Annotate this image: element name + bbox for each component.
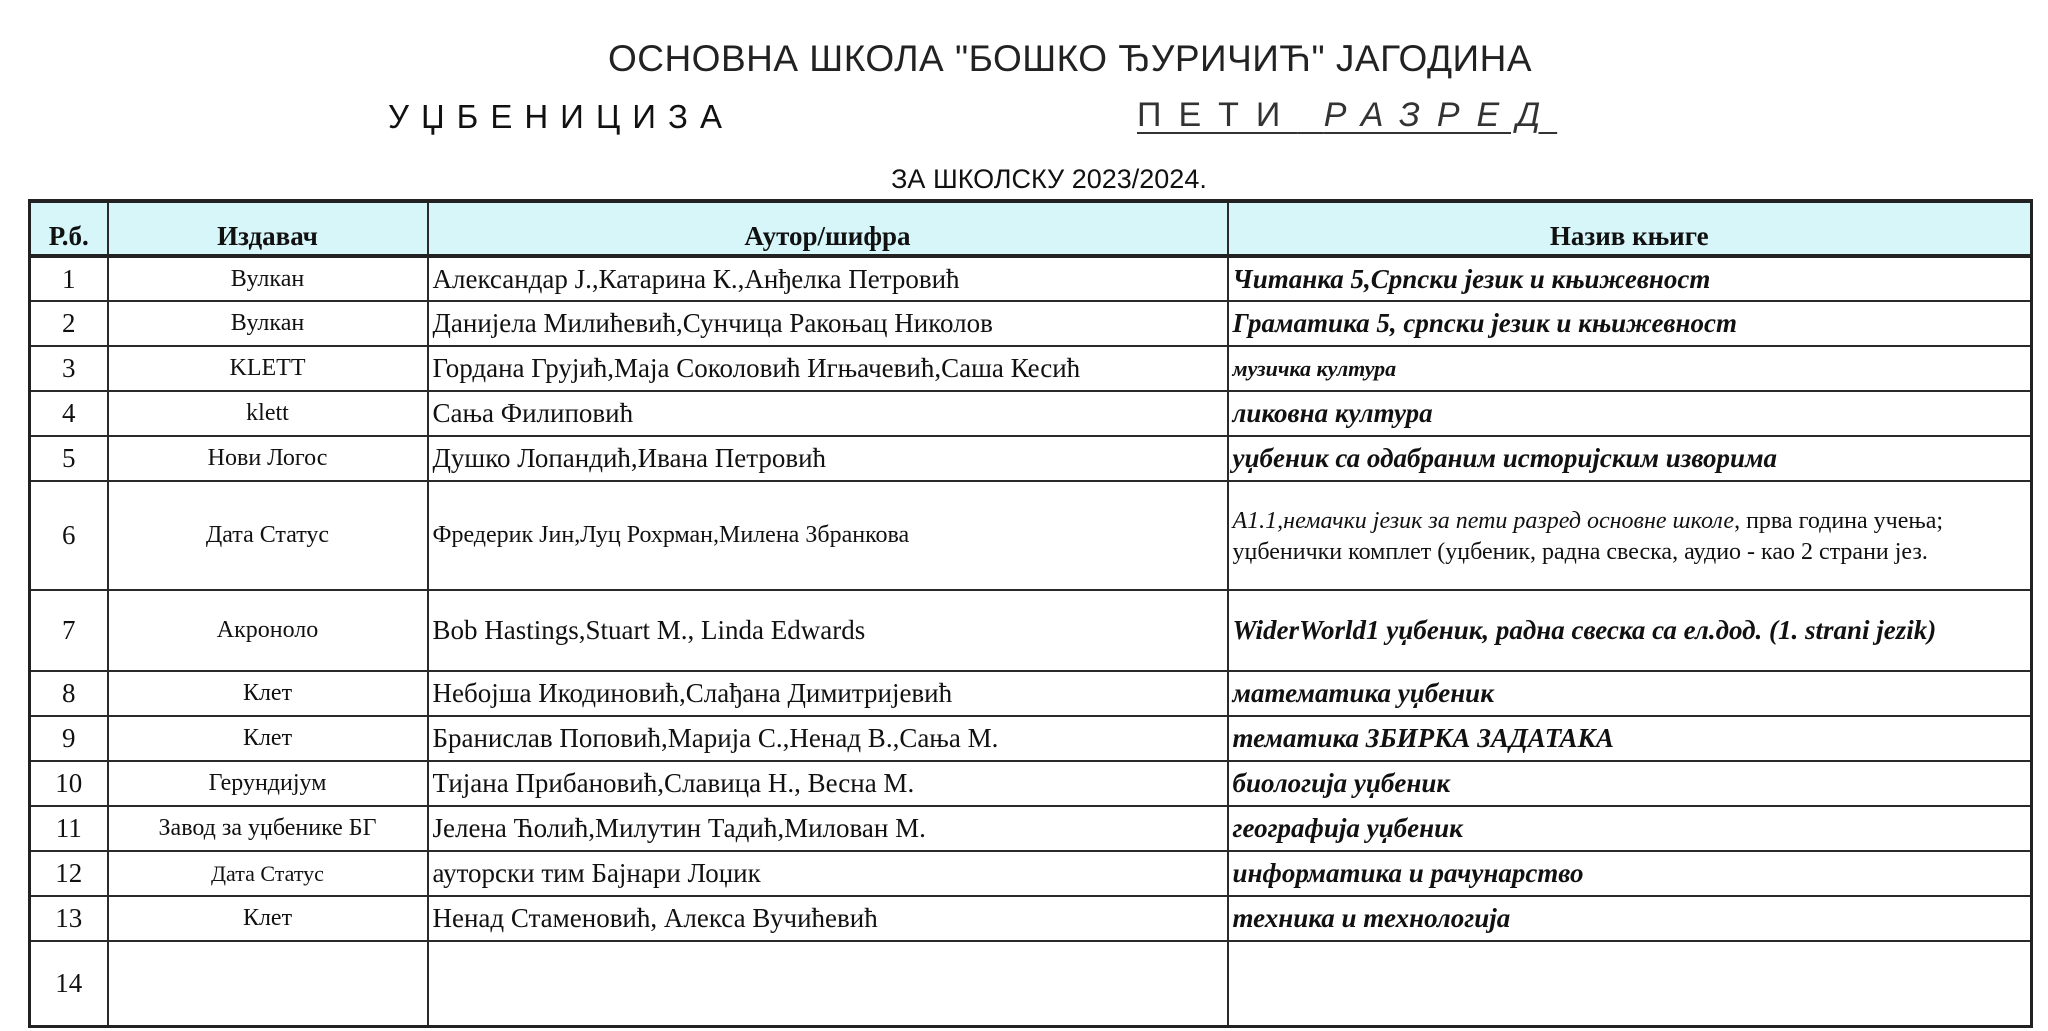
row-title: уџбеник са одабраним историјским изворима (1228, 436, 2032, 481)
row-title (1228, 481, 2032, 590)
col-header-num: Р.б. (30, 201, 108, 256)
row-publisher: Акроноло (108, 590, 428, 671)
row-author (428, 941, 1228, 1026)
school-year: ЗА ШКОЛСКУ 2023/2024. (891, 164, 1207, 194)
table-row (30, 851, 2032, 896)
row-num: 13 (30, 896, 108, 941)
row-publisher: Клет (108, 671, 428, 716)
row-publisher: Клет (108, 716, 428, 761)
col-header-title: Назив књиге (1228, 201, 2032, 256)
row-title-rest: , прва година учења; уџбенички комплет (уџбеник, радна свеска, аудио - као 2 страни јез. (1232, 507, 1944, 565)
row-publisher: Клет (108, 896, 428, 941)
table-row (30, 481, 2032, 590)
row-title: Читанка 5,Српски језик и књижевност (1228, 256, 2032, 301)
row-author: Душко Лопандић,Ивана Петровић (428, 436, 1228, 481)
row-publisher: Герундијум (108, 761, 428, 806)
table-row (30, 896, 2032, 941)
row-title: биологија уџбеник (1228, 761, 2032, 806)
row-publisher: KLETT (108, 346, 428, 391)
table-row (30, 941, 2032, 1026)
row-num: 5 (30, 436, 108, 481)
row-num: 7 (30, 590, 108, 671)
row-title: Граматика 5, српски језик и књижевност (1228, 301, 2032, 346)
row-num: 9 (30, 716, 108, 761)
row-author: Бранислав Поповић,Марија С.,Ненад В.,Сања М. (428, 716, 1228, 761)
table-row (30, 806, 2032, 851)
row-title: WiderWorld1 уџбеник, радна свеска са ел.дод. (1. strani jezik) (1228, 590, 2032, 671)
row-author: Ненад Стаменовић, Алекса Вучићевић (428, 896, 1228, 941)
col-header-author: Аутор/шифра (428, 201, 1228, 256)
row-title: математика уџбеник (1228, 671, 2032, 716)
row-author: ауторски тим Бајнари Лоџик (428, 851, 1228, 896)
row-publisher: Вулкан (108, 301, 428, 346)
table-row (30, 391, 2032, 436)
table-row (30, 761, 2032, 806)
col-header-publisher: Издавач (108, 201, 428, 256)
row-author: Александар Ј.,Катарина К.,Анђелка Петровић (428, 256, 1228, 301)
textbooks-for-label: УЏБЕНИЦИЗА (388, 98, 734, 135)
row-num: 6 (30, 481, 108, 590)
row-title: ликовна култура (1228, 391, 2032, 436)
row-author: Bob Hastings,Stuart M., Linda Edwards (428, 590, 1228, 671)
row-title: географија уџбеник (1228, 806, 2032, 851)
row-publisher: Нови Логос (108, 436, 428, 481)
row-title (1228, 941, 2032, 1026)
grade-class-word: РАЗРЕД (1323, 96, 1558, 134)
row-author: Фредерик Јин,Луц Рохрман,Милена Збранкова (428, 481, 1228, 590)
table-row (30, 716, 2032, 761)
table-row (30, 671, 2032, 716)
table-row (30, 436, 2032, 481)
row-title: информатика и рачунарство (1228, 851, 2032, 896)
row-author: Гордана Грујић,Маја Соколовић Игњачевић,Саша Кесић (428, 346, 1228, 391)
row-num: 10 (30, 761, 108, 806)
row-title-italic: А1.1,немачки језик за пети разред основне школе (1232, 507, 1735, 534)
row-num: 2 (30, 301, 108, 346)
row-publisher: Завод за уџбенике БГ (108, 806, 428, 851)
row-num: 12 (30, 851, 108, 896)
school-title: ОСНОВНА ШКОЛА "БОШКО ЂУРИЧИЋ" ЈАГОДИНА (607, 38, 1533, 79)
table-row (30, 301, 2032, 346)
table-row (30, 590, 2032, 671)
row-publisher (108, 941, 428, 1026)
row-publisher: klett (108, 391, 428, 436)
row-title: тематика ЗБИРКА ЗАДАТАКА (1228, 716, 2032, 761)
row-num: 1 (30, 256, 108, 301)
row-num: 11 (30, 806, 108, 851)
row-num: 8 (30, 671, 108, 716)
row-publisher: Вулкан (108, 256, 428, 301)
row-num: 14 (30, 941, 108, 1026)
row-num: 3 (30, 346, 108, 391)
table-row (30, 346, 2032, 391)
grade-label (1137, 96, 1557, 135)
row-author: Небојша Икодиновић,Слађана Димитријевић (428, 671, 1228, 716)
row-author: Сања Филиповић (428, 391, 1228, 436)
row-title: музичка култура (1228, 346, 2032, 391)
table-row (30, 256, 2032, 301)
table-header-row (30, 201, 2032, 256)
row-author: Јелена Ћолић,Милутин Тадић,Милован М. (428, 806, 1228, 851)
textbook-table (28, 199, 2033, 1028)
row-title: техника и технологија (1228, 896, 2032, 941)
row-author: Данијела Милићевић,Сунчица Ракоњац Николов (428, 301, 1228, 346)
grade-word: ПЕТИ (1137, 96, 1298, 134)
row-author: Тијана Прибановић,Славица Н., Весна М. (428, 761, 1228, 806)
row-num: 4 (30, 391, 108, 436)
row-publisher: Дата Статус (108, 481, 428, 590)
row-publisher: Дата Статус (108, 851, 428, 896)
